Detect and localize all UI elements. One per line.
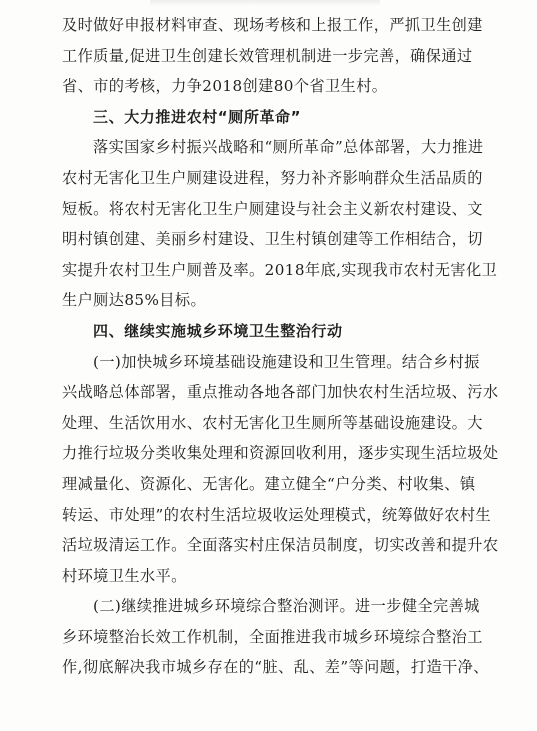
paragraph-line: 转运、市处理”的农村生活垃圾收运处理模式，统筹做好农村生: [62, 505, 492, 524]
paragraph-line: 村环境卫生水平。: [62, 566, 187, 585]
paragraph-line: 农村无害化卫生户厕建设进程，努力补齐影响群众生活品质的: [62, 168, 483, 187]
paragraph-line: 兴战略总体部署，重点推动各地各部门加快农村生活垃圾、污水: [62, 383, 499, 402]
paragraph-line: 活垃圾清运工作。全面落实村庄保洁员制度，切实改善和提升农: [62, 536, 499, 555]
paragraph-line: 省、市的考核，力争2018创建80个省卫生村。: [62, 77, 388, 96]
paragraph-line: 生户厕达85%目标。: [62, 291, 207, 310]
paragraph-line: 及时做好申报材料审查、现场考核和上报工作，严抓卫生创建: [62, 16, 483, 34]
paragraph-line: 处理、生活饮用水、农村无害化卫生厕所等基础设施建设。大: [62, 413, 483, 432]
paragraph-line: 力推行垃圾分类收集处理和资源回收利用，逐步实现生活垃圾处: [62, 444, 499, 463]
paragraph-line: 短板。将农村无害化卫生户厕建设与社会主义新农村建设、文: [62, 199, 483, 218]
paragraph-line: (二)继续推进城乡环境综合整治测评。进一步健全完善城: [93, 597, 480, 616]
paragraph-line: 实提升农村卫生户厕普及率。2018年底,实现我市农村无害化卫: [62, 260, 498, 279]
paragraph-line: 工作质量,促进卫生创建长效管理机制进一步完善，确保通过: [62, 46, 473, 65]
paragraph-line: (一)加快城乡环境基础设施建设和卫生管理。结合乡村振: [93, 352, 480, 371]
paragraph-line: 理减量化、资源化、无害化。建立健全“户分类、村收集、镇: [62, 474, 476, 493]
section-heading: 三、大力推进农村“厕所革命”: [93, 107, 302, 126]
paragraph-line: 乡环境整治长效工作机制，全面推进我市城乡环境综合整治工: [62, 627, 483, 646]
paragraph-line: 落实国家乡村振兴战略和“厕所革命”总体部署，大力推进: [93, 138, 484, 157]
paragraph-line: 作,彻底解决我市城乡存在的“脏、乱、差”等问题，打造干净、: [62, 658, 489, 677]
section-heading: 四、继续实施城乡环境卫生整治行动: [93, 321, 343, 340]
scan-artifact: [150, 0, 380, 6]
paragraph-line: 明村镇创建、美丽乡村建设、卫生村镇创建等工作相结合，切: [62, 230, 483, 249]
document-body: [62, 10, 502, 683]
